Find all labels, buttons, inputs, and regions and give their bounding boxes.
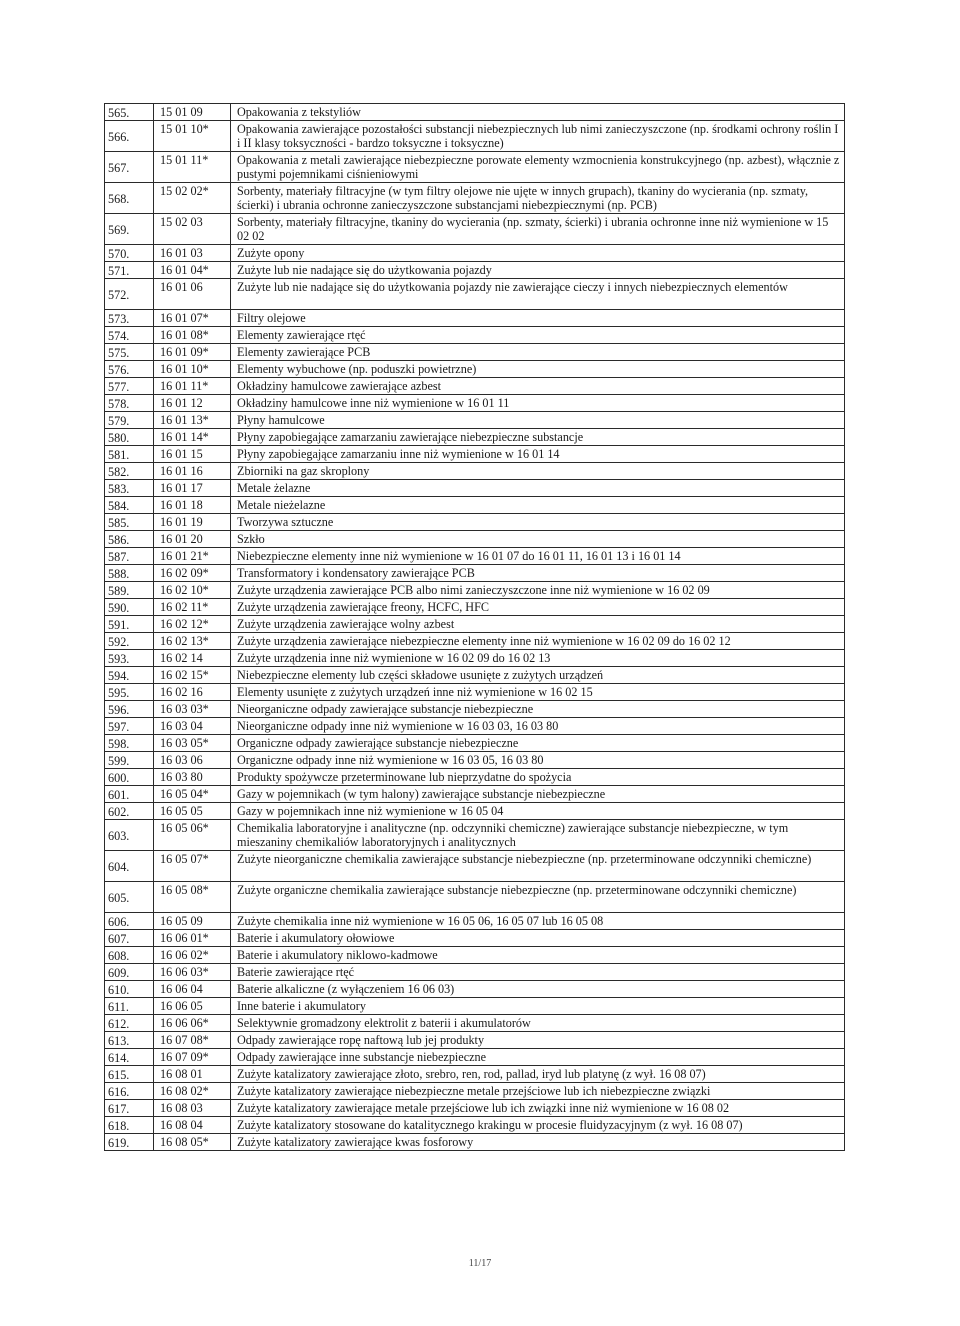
waste-code: 15 02 03 (154, 214, 231, 245)
waste-code: 16 01 20 (154, 531, 231, 548)
waste-description: Zużyte organiczne chemikalia zawierające substancje niebezpieczne (np. przeterminowane odczynniki chemiczne) (231, 882, 845, 913)
table-row (105, 565, 845, 582)
waste-description: Baterie i akumulatory ołowiowe (231, 930, 845, 947)
waste-description: Zużyte urządzenia inne niż wymienione w 16 02 09 do 16 02 13 (231, 650, 845, 667)
table-row (105, 650, 845, 667)
waste-code: 16 01 04* (154, 262, 231, 279)
waste-description: Zużyte katalizatory zawierające złoto, srebro, ren, rod, pallad, iryd lub platynę (z wył. 16 08 07) (231, 1066, 845, 1083)
waste-description: Elementy usunięte z zużytych urządzeń inne niż wymienione w 16 02 15 (231, 684, 845, 701)
waste-code-table-container (104, 103, 844, 1151)
waste-description: Zużyte katalizatory stosowane do katalitycznego krakingu w procesie fluidyzacyjnym (z wył. 16 08 07) (231, 1117, 845, 1134)
row-number: 610. (105, 981, 154, 998)
waste-code: 16 08 03 (154, 1100, 231, 1117)
row-number: 576. (105, 361, 154, 378)
table-row (105, 514, 845, 531)
waste-description: Odpady zawierające ropę naftową lub jej produkty (231, 1032, 845, 1049)
waste-description: Gazy w pojemnikach (w tym halony) zawierające substancje niebezpieczne (231, 786, 845, 803)
row-number: 599. (105, 752, 154, 769)
table-row (105, 820, 845, 851)
waste-code: 16 02 12* (154, 616, 231, 633)
row-number: 567. (105, 152, 154, 183)
row-number: 597. (105, 718, 154, 735)
table-row (105, 599, 845, 616)
waste-code: 16 05 09 (154, 913, 231, 930)
row-number: 581. (105, 446, 154, 463)
row-number: 594. (105, 667, 154, 684)
waste-code: 16 08 04 (154, 1117, 231, 1134)
row-number: 578. (105, 395, 154, 412)
table-row (105, 344, 845, 361)
waste-description: Metale nieżelazne (231, 497, 845, 514)
table-row (105, 279, 845, 310)
waste-code: 15 02 02* (154, 183, 231, 214)
waste-description: Zużyte chemikalia inne niż wymienione w 16 05 06, 16 05 07 lub 16 05 08 (231, 913, 845, 930)
table-row (105, 882, 845, 913)
waste-code: 16 01 08* (154, 327, 231, 344)
table-row (105, 480, 845, 497)
waste-code: 16 05 05 (154, 803, 231, 820)
row-number: 616. (105, 1083, 154, 1100)
row-number: 617. (105, 1100, 154, 1117)
table-row (105, 913, 845, 930)
waste-description: Baterie alkaliczne (z wyłączeniem 16 06 03) (231, 981, 845, 998)
waste-description: Zużyte katalizatory zawierające niebezpieczne metale przejściowe lub ich niebezpieczne związki (231, 1083, 845, 1100)
table-body (105, 104, 845, 1151)
waste-code: 16 01 03 (154, 245, 231, 262)
page-number: 11/17 (468, 1258, 492, 1269)
table-row (105, 1083, 845, 1100)
row-number: 580. (105, 429, 154, 446)
waste-code: 15 01 09 (154, 104, 231, 121)
table-row (105, 183, 845, 214)
waste-description: Sorbenty, materiały filtracyjne, tkaniny do wycierania (np. szmaty, ścierki) i ubrania ochronne inne niż wymienione w 15 02 02 (231, 214, 845, 245)
row-number: 575. (105, 344, 154, 361)
row-number: 607. (105, 930, 154, 947)
waste-code: 16 01 14* (154, 429, 231, 446)
table-row (105, 616, 845, 633)
waste-description: Zużyte urządzenia zawierające wolny azbest (231, 616, 845, 633)
row-number: 592. (105, 633, 154, 650)
waste-code: 16 01 18 (154, 497, 231, 514)
row-number: 568. (105, 183, 154, 214)
row-number: 566. (105, 121, 154, 152)
waste-description: Gazy w pojemnikach inne niż wymienione w 16 05 04 (231, 803, 845, 820)
waste-code: 16 01 15 (154, 446, 231, 463)
row-number: 569. (105, 214, 154, 245)
waste-code: 16 06 03* (154, 964, 231, 981)
waste-code: 16 05 04* (154, 786, 231, 803)
row-number: 602. (105, 803, 154, 820)
waste-code: 16 01 17 (154, 480, 231, 497)
waste-description: Niebezpieczne elementy lub części składowe usunięte z zużytych urządzeń (231, 667, 845, 684)
row-number: 585. (105, 514, 154, 531)
table-row (105, 735, 845, 752)
waste-code: 15 01 10* (154, 121, 231, 152)
waste-description: Płyny zapobiegające zamarzaniu zawierające niebezpieczne substancje (231, 429, 845, 446)
waste-code: 16 07 08* (154, 1032, 231, 1049)
waste-description: Zużyte katalizatory zawierające metale przejściowe lub ich związki inne niż wymienione w 16 08 02 (231, 1100, 845, 1117)
table-row (105, 245, 845, 262)
row-number: 589. (105, 582, 154, 599)
table-row (105, 633, 845, 650)
row-number: 600. (105, 769, 154, 786)
waste-code: 16 01 10* (154, 361, 231, 378)
waste-description: Zużyte urządzenia zawierające niebezpieczne elementy inne niż wymienione w 16 02 09 do 16 02 12 (231, 633, 845, 650)
waste-code: 16 08 02* (154, 1083, 231, 1100)
waste-code: 16 01 13* (154, 412, 231, 429)
waste-code: 16 02 10* (154, 582, 231, 599)
waste-description: Opakowania z tekstyliów (231, 104, 845, 121)
waste-description: Tworzywa sztuczne (231, 514, 845, 531)
table-row (105, 262, 845, 279)
waste-code: 16 03 06 (154, 752, 231, 769)
row-number: 583. (105, 480, 154, 497)
row-number: 619. (105, 1134, 154, 1151)
row-number: 596. (105, 701, 154, 718)
table-row (105, 1066, 845, 1083)
table-row (105, 446, 845, 463)
row-number: 587. (105, 548, 154, 565)
waste-description: Płyny zapobiegające zamarzaniu inne niż wymienione w 16 01 14 (231, 446, 845, 463)
table-row (105, 548, 845, 565)
table-row (105, 930, 845, 947)
table-row (105, 964, 845, 981)
table-row (105, 718, 845, 735)
waste-code: 16 08 01 (154, 1066, 231, 1083)
waste-code: 16 06 06* (154, 1015, 231, 1032)
table-row (105, 667, 845, 684)
waste-description: Selektywnie gromadzony elektrolit z baterii i akumulatorów (231, 1015, 845, 1032)
waste-code: 16 06 02* (154, 947, 231, 964)
waste-code: 16 02 14 (154, 650, 231, 667)
waste-code: 16 06 01* (154, 930, 231, 947)
waste-description: Zbiorniki na gaz skroplony (231, 463, 845, 480)
waste-description: Nieorganiczne odpady zawierające substancje niebezpieczne (231, 701, 845, 718)
waste-description: Elementy zawierające rtęć (231, 327, 845, 344)
waste-description: Inne baterie i akumulatory (231, 998, 845, 1015)
row-number: 579. (105, 412, 154, 429)
row-number: 565. (105, 104, 154, 121)
waste-description: Transformatory i kondensatory zawierające PCB (231, 565, 845, 582)
waste-description: Filtry olejowe (231, 310, 845, 327)
table-row (105, 310, 845, 327)
table-row (105, 327, 845, 344)
row-number: 591. (105, 616, 154, 633)
table-row (105, 769, 845, 786)
table-row (105, 981, 845, 998)
waste-description: Organiczne odpady zawierające substancje niebezpieczne (231, 735, 845, 752)
waste-description: Szkło (231, 531, 845, 548)
table-row (105, 361, 845, 378)
row-number: 570. (105, 245, 154, 262)
waste-code: 16 01 12 (154, 395, 231, 412)
table-row (105, 412, 845, 429)
row-number: 615. (105, 1066, 154, 1083)
table-row (105, 803, 845, 820)
waste-description: Baterie zawierające rtęć (231, 964, 845, 981)
waste-description: Baterie i akumulatory niklowo-kadmowe (231, 947, 845, 964)
waste-code: 16 02 13* (154, 633, 231, 650)
row-number: 604. (105, 851, 154, 882)
table-row (105, 121, 845, 152)
waste-code: 16 02 11* (154, 599, 231, 616)
table-row (105, 395, 845, 412)
waste-code-table (104, 103, 845, 1151)
row-number: 571. (105, 262, 154, 279)
waste-code: 16 03 80 (154, 769, 231, 786)
row-number: 603. (105, 820, 154, 851)
table-row (105, 582, 845, 599)
waste-description: Zużyte nieorganiczne chemikalia zawierające substancje niebezpieczne (np. przeterminowane odczynniki chemiczne) (231, 851, 845, 882)
table-row (105, 378, 845, 395)
waste-code: 16 01 21* (154, 548, 231, 565)
waste-code: 16 01 16 (154, 463, 231, 480)
row-number: 614. (105, 1049, 154, 1066)
row-number: 598. (105, 735, 154, 752)
waste-description: Chemikalia laboratoryjne i analityczne (np. odczynniki chemiczne) zawierające substancje niebezpieczne, w tym mieszaniny chemikaliów laboratoryjnych i analitycznych (231, 820, 845, 851)
table-row (105, 786, 845, 803)
table-row (105, 463, 845, 480)
waste-description: Nieorganiczne odpady inne niż wymienione w 16 03 03, 16 03 80 (231, 718, 845, 735)
row-number: 590. (105, 599, 154, 616)
row-number: 586. (105, 531, 154, 548)
waste-code: 16 01 09* (154, 344, 231, 361)
table-row (105, 497, 845, 514)
waste-description: Elementy wybuchowe (np. poduszki powietrzne) (231, 361, 845, 378)
row-number: 601. (105, 786, 154, 803)
row-number: 574. (105, 327, 154, 344)
table-row (105, 1134, 845, 1151)
waste-description: Produkty spożywcze przeterminowane lub nieprzydatne do spożycia (231, 769, 845, 786)
waste-description: Organiczne odpady inne niż wymienione w 16 03 05, 16 03 80 (231, 752, 845, 769)
waste-description: Zużyte katalizatory zawierające kwas fosforowy (231, 1134, 845, 1151)
waste-code: 16 01 06 (154, 279, 231, 310)
waste-description: Sorbenty, materiały filtracyjne (w tym filtry olejowe nie ujęte w innych grupach), tkaniny do wycierania (np. szmaty, ścierki) i ubrania ochronne zanieczyszczone substancjami niebezpiecznymi (np. PCB) (231, 183, 845, 214)
waste-code: 16 01 19 (154, 514, 231, 531)
table-row (105, 752, 845, 769)
row-number: 611. (105, 998, 154, 1015)
table-row (105, 1015, 845, 1032)
table-row (105, 1100, 845, 1117)
waste-description: Metale żelazne (231, 480, 845, 497)
table-row (105, 214, 845, 245)
waste-code: 16 01 11* (154, 378, 231, 395)
table-row (105, 1117, 845, 1134)
waste-description: Niebezpieczne elementy inne niż wymienione w 16 01 07 do 16 01 11, 16 01 13 i 16 01 14 (231, 548, 845, 565)
table-row (105, 1049, 845, 1066)
table-row (105, 701, 845, 718)
waste-code: 16 03 04 (154, 718, 231, 735)
row-number: 606. (105, 913, 154, 930)
table-row (105, 1032, 845, 1049)
waste-code: 16 06 04 (154, 981, 231, 998)
waste-description: Opakowania zawierające pozostałości substancji niebezpiecznych lub nimi zanieczyszczone (np. środkami ochrony roślin I i II klasy toksyczności - bardzo toksyczne i toksyczne) (231, 121, 845, 152)
waste-description: Odpady zawierające inne substancje niebezpieczne (231, 1049, 845, 1066)
row-number: 612. (105, 1015, 154, 1032)
waste-code: 16 05 08* (154, 882, 231, 913)
row-number: 584. (105, 497, 154, 514)
waste-code: 16 05 07* (154, 851, 231, 882)
row-number: 572. (105, 279, 154, 310)
table-row (105, 998, 845, 1015)
row-number: 613. (105, 1032, 154, 1049)
row-number: 577. (105, 378, 154, 395)
waste-code: 16 02 15* (154, 667, 231, 684)
waste-description: Płyny hamulcowe (231, 412, 845, 429)
waste-code: 16 02 09* (154, 565, 231, 582)
table-row (105, 684, 845, 701)
table-row (105, 104, 845, 121)
waste-description: Zużyte lub nie nadające się do użytkowania pojazdy nie zawierające cieczy i innych niebezpiecznych elementów (231, 279, 845, 310)
row-number: 582. (105, 463, 154, 480)
waste-code: 16 08 05* (154, 1134, 231, 1151)
table-row (105, 152, 845, 183)
waste-description: Zużyte urządzenia zawierające freony, HCFC, HFC (231, 599, 845, 616)
row-number: 609. (105, 964, 154, 981)
row-number: 573. (105, 310, 154, 327)
waste-description: Zużyte lub nie nadające się do użytkowania pojazdy (231, 262, 845, 279)
table-row (105, 429, 845, 446)
waste-code: 16 05 06* (154, 820, 231, 851)
waste-description: Opakowania z metali zawierające niebezpieczne porowate elementy wzmocnienia konstrukcyjnego (np. azbest), włącznie z pustymi pojemnikami ciśnieniowymi (231, 152, 845, 183)
table-row (105, 947, 845, 964)
waste-description: Zużyte opony (231, 245, 845, 262)
row-number: 595. (105, 684, 154, 701)
waste-description: Zużyte urządzenia zawierające PCB albo nimi zanieczyszczone inne niż wymienione w 16 02 09 (231, 582, 845, 599)
waste-description: Okładziny hamulcowe zawierające azbest (231, 378, 845, 395)
row-number: 588. (105, 565, 154, 582)
table-row (105, 531, 845, 548)
waste-code: 16 03 03* (154, 701, 231, 718)
waste-code: 16 02 16 (154, 684, 231, 701)
waste-code: 16 03 05* (154, 735, 231, 752)
waste-code: 16 01 07* (154, 310, 231, 327)
row-number: 608. (105, 947, 154, 964)
waste-code: 15 01 11* (154, 152, 231, 183)
table-row (105, 851, 845, 882)
row-number: 593. (105, 650, 154, 667)
waste-description: Okładziny hamulcowe inne niż wymienione w 16 01 11 (231, 395, 845, 412)
row-number: 605. (105, 882, 154, 913)
waste-code: 16 07 09* (154, 1049, 231, 1066)
waste-description: Elementy zawierające PCB (231, 344, 845, 361)
waste-code: 16 06 05 (154, 998, 231, 1015)
row-number: 618. (105, 1117, 154, 1134)
